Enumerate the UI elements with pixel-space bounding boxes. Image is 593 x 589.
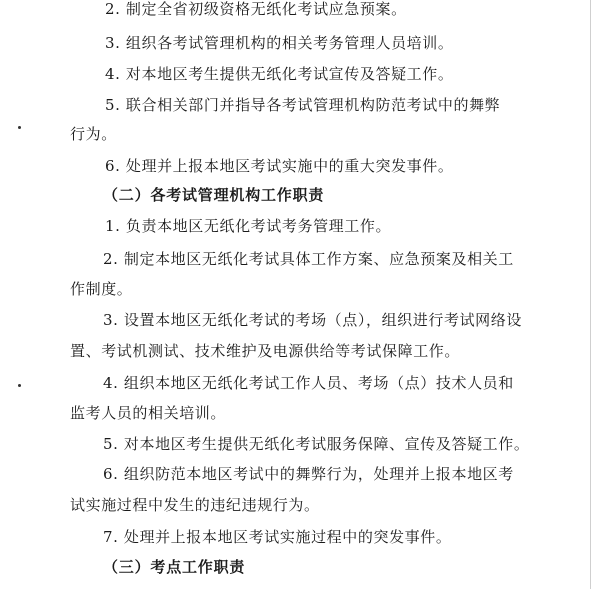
paragraph-line: 3. 设置本地区无纸化考试的考场（点），组织进行考试网络设 bbox=[103, 311, 522, 329]
page-edge-line bbox=[590, 0, 591, 589]
paragraph-line: 试实施过程中发生的违纪违规行为。 bbox=[70, 496, 320, 514]
paragraph-line: 4. 组织本地区无纸化考试工作人员、考场（点）技术人员和 bbox=[103, 374, 514, 392]
paragraph-line: 6. 组织防范本地区考试中的舞弊行为，处理并上报本地区考 bbox=[103, 465, 514, 483]
paragraph-line: 监考人员的相关培训。 bbox=[70, 404, 227, 422]
paragraph-line: 1. 负责本地区无纸化考试考务管理工作。 bbox=[105, 217, 392, 235]
section-heading: （二）各考试管理机构工作职责 bbox=[103, 186, 325, 204]
paragraph-line: 4. 对本地区考生提供无纸化考试宣传及答疑工作。 bbox=[105, 65, 454, 83]
margin-dot bbox=[18, 384, 21, 387]
paragraph-line: 6. 处理并上报本地区考试实施中的重大突发事件。 bbox=[105, 157, 454, 175]
paragraph-line: 2. 制定本地区无纸化考试具体工作方案、应急预案及相关工 bbox=[103, 250, 514, 268]
paragraph-line: 5. 联合相关部门并指导各考试管理机构防范考试中的舞弊 bbox=[105, 96, 501, 114]
margin-dot bbox=[18, 126, 21, 129]
paragraph-line: 2. 制定全省初级资格无纸化考试应急预案。 bbox=[105, 0, 407, 18]
paragraph-line: 7. 处理并上报本地区考试实施过程中的突发事件。 bbox=[103, 528, 452, 546]
paragraph-line: 作制度。 bbox=[70, 280, 133, 298]
paragraph-line: 行为。 bbox=[70, 125, 117, 143]
paragraph-line: 5. 对本地区考生提供无纸化考试服务保障、宣传及答疑工作。 bbox=[103, 435, 530, 453]
paragraph-line: 3. 组织各考试管理机构的相关考务管理人员培训。 bbox=[105, 34, 454, 52]
paragraph-line: 置、考试机测试、技术维护及电源供给等考试保障工作。 bbox=[70, 342, 461, 360]
section-heading: （三）考点工作职责 bbox=[103, 558, 246, 576]
